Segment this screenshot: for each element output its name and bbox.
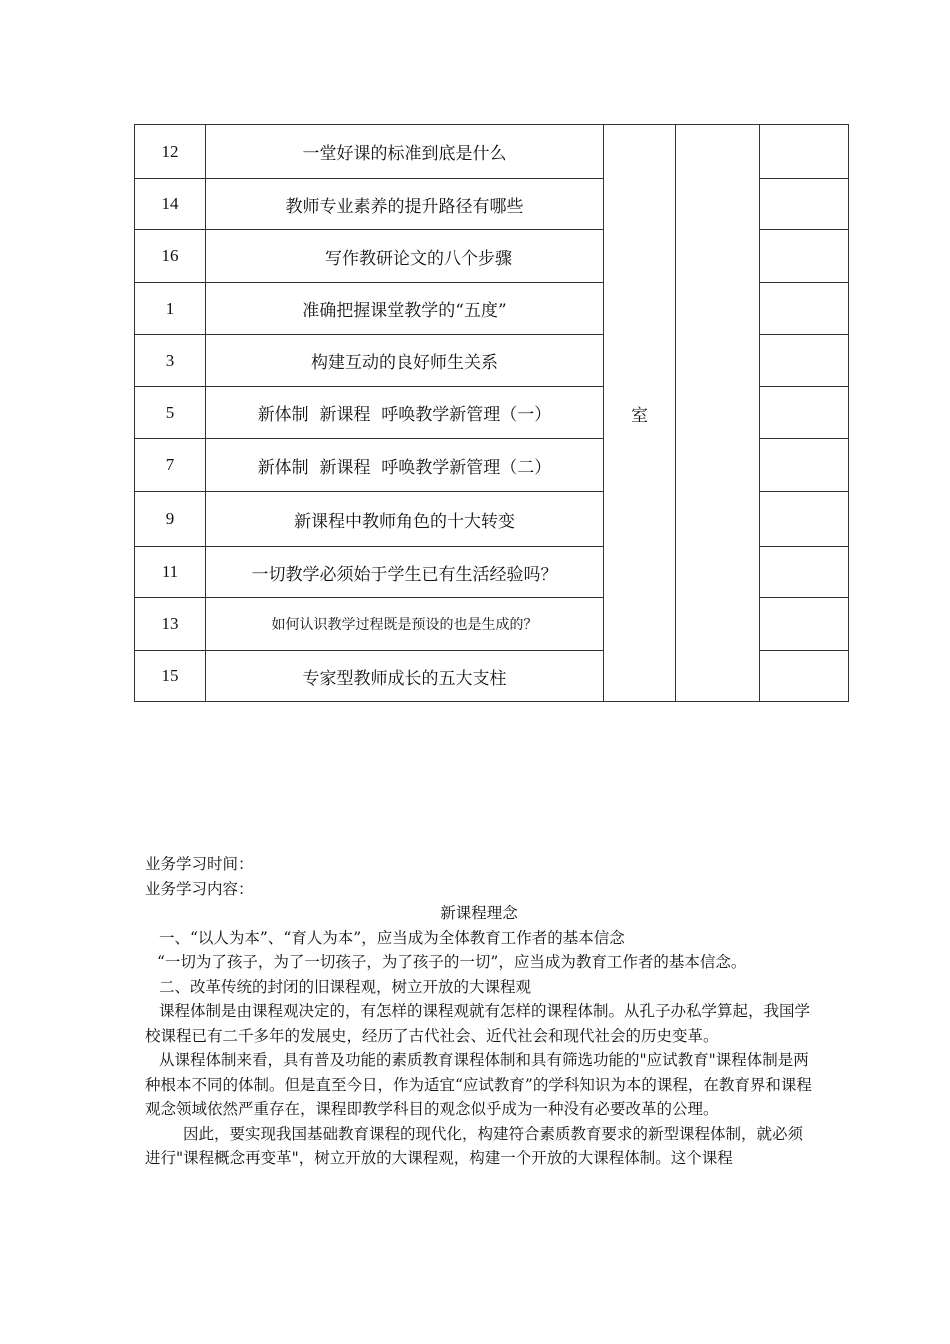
empty-cell — [760, 598, 849, 651]
row-title: 新体制 新课程 呼唤教学新管理（一） — [206, 387, 604, 439]
empty-cell — [760, 179, 849, 230]
row-title: 新体制 新课程 呼唤教学新管理（二） — [206, 439, 604, 492]
row-title: 一堂好课的标准到底是什么 — [206, 125, 604, 179]
study-time-label: 业务学习时间： — [145, 855, 254, 873]
row-title: 准确把握课堂教学的“五度” — [206, 283, 604, 335]
row-number: 11 — [135, 547, 206, 598]
row-title: 构建互动的良好师生关系 — [206, 335, 604, 387]
empty-cell — [760, 125, 849, 179]
section-heading: 新课程理念 — [440, 904, 518, 922]
paragraph: 因此，要实现我国基础教育课程的现代化，构建符合素质教育要求的新型课程体制，就必须进行"课程概念再变革"，树立开放的大课程观，构建一个开放的大课程体制。这个课程 — [145, 1124, 804, 1167]
empty-cell — [760, 439, 849, 492]
row-title: 教师专业素养的提升路径有哪些 — [206, 179, 604, 230]
row-number: 16 — [135, 230, 206, 283]
row-number: 5 — [135, 387, 206, 439]
row-number: 9 — [135, 492, 206, 547]
row-number: 13 — [135, 598, 206, 651]
row-number: 7 — [135, 439, 206, 492]
row-number: 14 — [135, 179, 206, 230]
row-number: 12 — [135, 125, 206, 179]
table-row — [135, 125, 849, 179]
row-title: 写作教研论文的八个步骤 — [206, 230, 604, 283]
empty-cell — [760, 547, 849, 598]
room-cell: 室 — [604, 125, 676, 702]
empty-cell — [760, 335, 849, 387]
row-title: 如何认识教学过程既是预设的也是生成的？ — [206, 598, 604, 651]
row-title: 专家型教师成长的五大支柱 — [206, 651, 604, 702]
paragraph: 一、“以人为本”、“育人为本”，应当成为全体教育工作者的基本信念 — [159, 928, 625, 947]
row-title: 一切教学必须始于学生已有生活经验吗？ — [206, 547, 604, 598]
empty-cell — [760, 492, 849, 547]
row-title: 新课程中教师角色的十大转变 — [206, 492, 604, 547]
empty-cell — [760, 230, 849, 283]
row-number: 15 — [135, 651, 206, 702]
schedule-table — [134, 124, 849, 702]
row-number: 3 — [135, 335, 206, 387]
paragraph: 从课程体制来看，具有普及功能的素质教育课程体制和具有筛选功能的"应试教育"课程体制是两种根本不同的体制。但是直至今日，作为适宜“应试教育”的学科知识为本的课程，在教育界和课程观念领域依然严重存在，课程即教学科目的观念似乎成为一种没有必要改革的公理。 — [145, 1051, 812, 1118]
empty-cell — [760, 387, 849, 439]
empty-merged-cell — [676, 125, 760, 702]
paragraph: 二、改革传统的封闭的旧课程观，树立开放的大课程观 — [159, 977, 532, 996]
study-content — [145, 852, 813, 1171]
row-number: 1 — [135, 283, 206, 335]
empty-cell — [760, 651, 849, 702]
study-content-label: 业务学习内容： — [145, 879, 254, 898]
empty-cell — [760, 283, 849, 335]
paragraph: 课程体制是由课程观决定的，有怎样的课程观就有怎样的课程体制。从孔子办私学算起，我国学校课程已有二千多年的发展史，经历了古代社会、近代社会和现代社会的历史变革。 — [145, 1002, 811, 1045]
paragraph: “一切为了孩子，为了一切孩子，为了孩子的一切”，应当成为教育工作者的基本信念。 — [157, 953, 747, 971]
